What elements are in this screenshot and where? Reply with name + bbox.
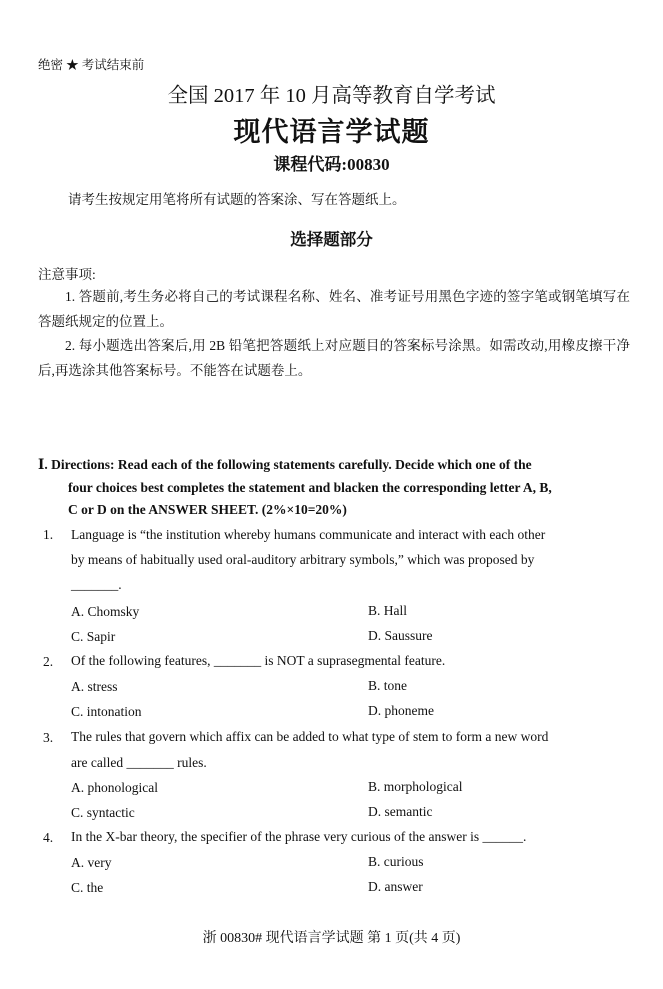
question-text: In the X-bar theory, the specifier of the phrase very curious of the answer is ______. [71,829,527,844]
option-a: A. stress [71,679,118,694]
option-b: B. morphological [368,779,463,794]
option-d: D. phoneme [368,703,434,718]
option-b: B. tone [368,678,407,693]
option-c: C. syntactic [71,805,135,820]
option-c: C. Sapir [71,629,116,644]
directions-line: Ⅰ. Directions: Read each of the following statements carefully. Decide which one of the [38,457,532,472]
question-text: _______. [71,577,122,592]
notes-heading: 注意事项: [38,267,96,282]
option-d: D. answer [368,879,423,894]
option-c: C. intonation [71,704,142,719]
option-b: B. Hall [368,603,407,618]
general-instruction: 请考生按规定用笔将所有试题的答案涂、写在答题纸上。 [68,192,406,207]
option-d: D. semantic [368,804,433,819]
question-text: are called _______ rules. [71,755,207,770]
section-title: 选择题部分 [290,230,373,249]
subject-title: 现代语言学试题 [233,117,430,147]
course-code: 课程代码:00830 [273,155,390,174]
question-number: 3. [43,730,54,745]
option-c: C. the [71,880,104,895]
confidential-label: 绝密 ★ 考试结束前 [38,58,145,72]
option-a: A. phonological [71,780,158,795]
question-number: 1. [43,527,54,542]
question-number: 2. [43,654,54,669]
question-text: by means of habitually used oral-auditory arbitrary symbols,” which was proposed by [71,552,535,567]
note-item: 1. 答题前,考生务必将自己的考试课程名称、姓名、准考证号用黑色字迹的签字笔或钢笔填写在答题纸规定的位置上。 [38,289,630,329]
option-b: B. curious [368,854,424,869]
question-number: 4. [43,830,54,845]
question-text: The rules that govern which affix can be added to what type of stem to form a new word [71,729,549,744]
question-text: Of the following features, _______ is NOT a suprasegmental feature. [71,653,446,668]
exam-title: 全国 2017 年 10 月高等教育自学考试 [167,85,496,107]
page-footer: 浙 00830# 现代语言学试题 第 1 页(共 4 页) [202,931,461,946]
option-d: D. Saussure [368,628,433,643]
directions-line: C or D on the ANSWER SHEET. (2%×10=20%) [68,502,347,517]
option-a: A. very [71,855,112,870]
directions-line: four choices best completes the statement and blacken the corresponding letter A, B, [68,479,552,495]
note-item: 2. 每小题选出答案后,用 2B 铅笔把答题纸上对应题目的答案标号涂黑。如需改动,用橡皮擦干净后,再选涂其他答案标号。不能答在试题卷上。 [38,338,630,378]
question-text: Language is “the institution whereby humans communicate and interact with each other [71,527,546,542]
option-a: A. Chomsky [71,604,140,619]
directions [38,454,552,522]
